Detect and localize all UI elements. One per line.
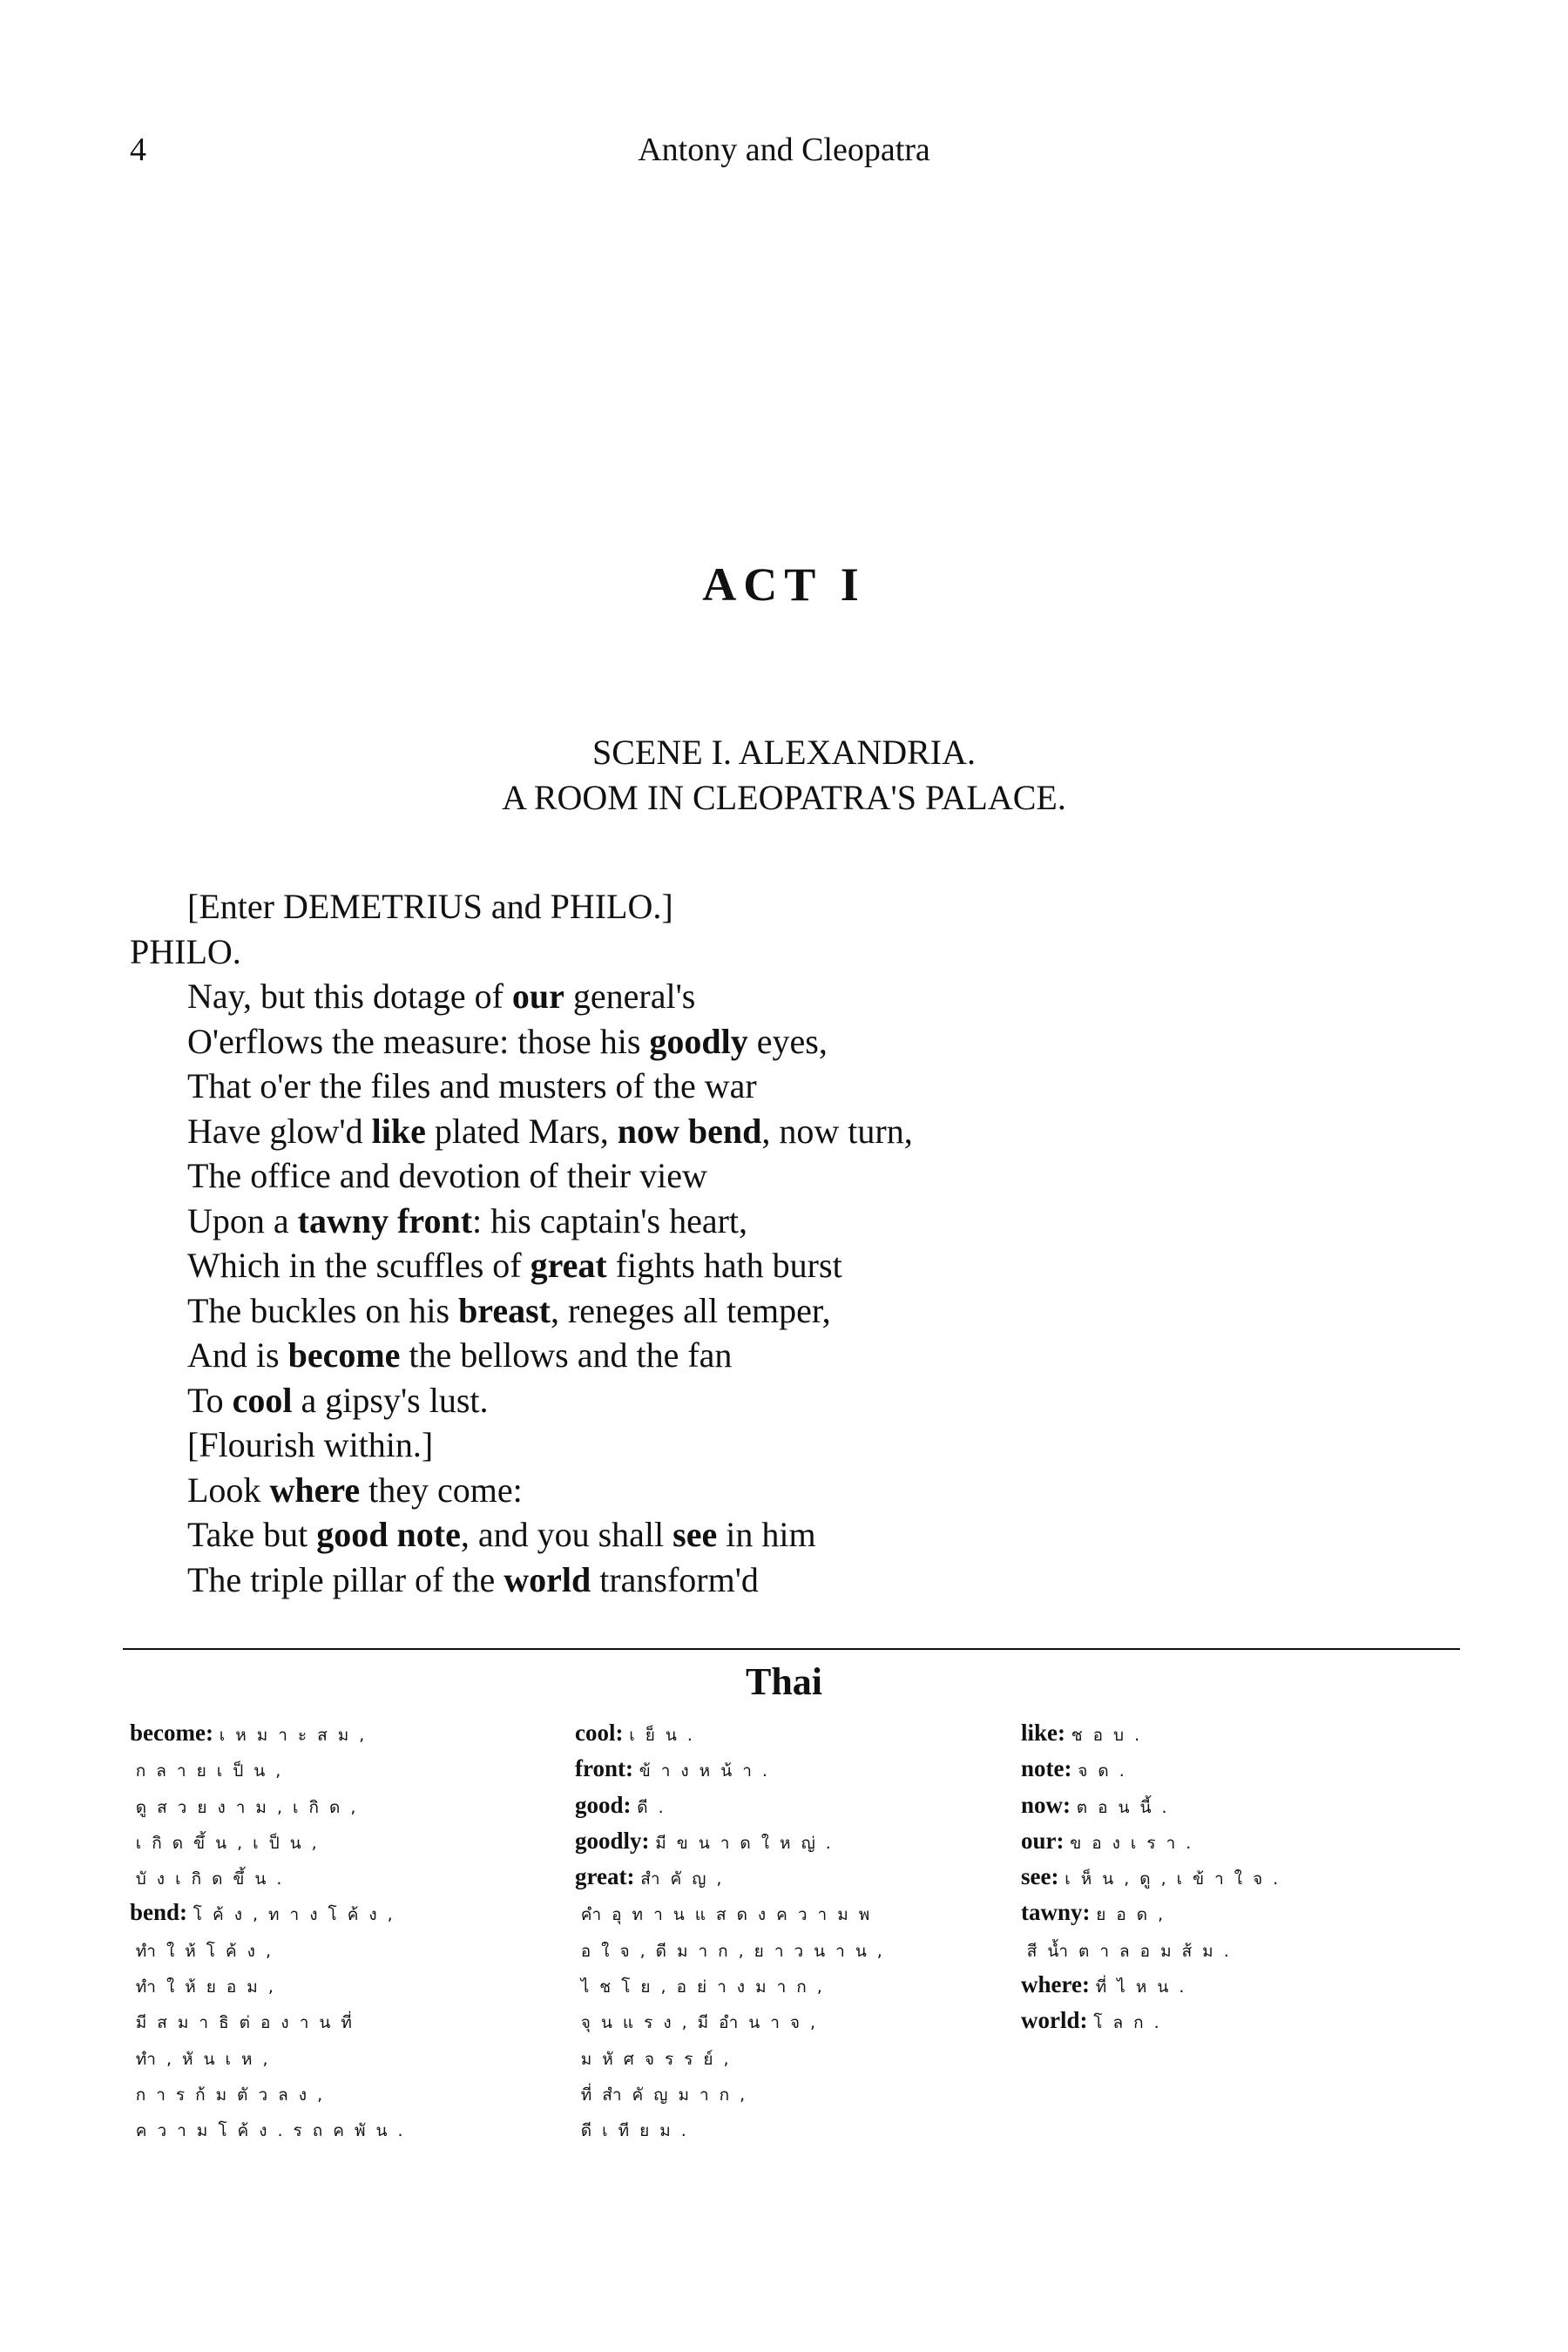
scene-heading <box>0 730 1568 821</box>
glossary-translation: ไชโย,อย่างมาก, <box>580 1977 833 1997</box>
glossary-word: like: <box>1021 1720 1071 1746</box>
act-heading: ACT I <box>702 558 866 611</box>
glossary-entry <box>1021 1716 1288 1752</box>
glossary-translation: ทำให้ยอม, <box>135 1977 284 1997</box>
glossed-word: like <box>371 1111 426 1151</box>
glossary-word: bend: <box>130 1899 193 1926</box>
stage-direction: [Enter DEMETRIUS and PHILO.] <box>187 887 673 926</box>
glossary-translation: กลายเป็น, <box>135 1761 292 1781</box>
glossary-translation: มีสมาธิต่องานที่ <box>135 2013 362 2033</box>
glossary-entry <box>130 2004 414 2039</box>
glossed-word: good note <box>316 1515 461 1554</box>
glossary-translation: เกิดขึ้น,เป็น, <box>135 1833 328 1853</box>
glossary-translation: ตอนนี้. <box>1076 1797 1178 1817</box>
glossary-title: Thai <box>745 1660 823 1703</box>
glossed-word: now bend <box>617 1111 762 1151</box>
glossary-entry <box>1021 1752 1288 1788</box>
glossary-translation: ข้างหน้า. <box>639 1761 778 1781</box>
glossary-translation: มีขนาดใหญ่. <box>655 1833 841 1853</box>
glossary-entry <box>130 2076 414 2112</box>
glossary-entry <box>130 2040 414 2076</box>
glossed-word: where <box>269 1470 361 1510</box>
glossary-translation: โค้ง,ทางโค้ง, <box>193 1905 403 1925</box>
glossary-translation: การก้มตัวลง, <box>135 2085 334 2105</box>
glossary-entry <box>1021 2004 1288 2039</box>
glossary-entry <box>1021 1932 1288 1968</box>
glossary-entry <box>130 1968 414 2004</box>
glossary-word: cool: <box>575 1720 630 1746</box>
glossary-word: now: <box>1021 1791 1077 1818</box>
glossary-translation: จุนแรง,มีอำนาจ, <box>580 2013 827 2033</box>
glossary-entry <box>130 1896 414 1931</box>
glossary-entry <box>575 1716 893 1752</box>
glossary-translation: ทำให้โค้ง, <box>135 1941 281 1961</box>
glossary-word: goodly: <box>575 1827 656 1854</box>
glossed-word: become <box>287 1335 401 1375</box>
glossary-column-3 <box>1021 1716 1288 2040</box>
glossary-translation: มหัศจรรย์, <box>580 2049 740 2069</box>
glossary-translation: คำอุทานแสดงความพ <box>580 1905 881 1925</box>
glossed-word: see <box>672 1515 718 1554</box>
glossary-entry <box>575 1860 893 1896</box>
stage-direction: [Flourish within.] <box>187 1425 434 1464</box>
glossary-word: good: <box>575 1791 638 1818</box>
glossed-word: breast <box>458 1290 551 1330</box>
page-number: 4 <box>130 132 146 168</box>
verse-line: And is become the bellows and the fan <box>187 1335 733 1375</box>
glossary-translation: ชอบ. <box>1071 1726 1151 1745</box>
glossary-entry <box>1021 1968 1288 2004</box>
glossary-entry <box>575 2004 893 2039</box>
glossary-translation: เหมาะสม, <box>219 1726 375 1745</box>
glossary-entry <box>575 1896 893 1931</box>
glossary-translation: ที่สำคัญมาก, <box>580 2085 756 2105</box>
glossary-translation: ทำ,หันเห, <box>135 2049 279 2069</box>
glossary-entry <box>575 2112 893 2147</box>
verse-line: Upon a tawny front: his captain's heart, <box>187 1200 748 1240</box>
glossed-word: cool <box>232 1380 293 1420</box>
glossary-entry <box>1021 1860 1288 1896</box>
glossary-translation: จด. <box>1078 1761 1135 1781</box>
glossary-word: note: <box>1021 1755 1078 1782</box>
glossary-entry <box>575 1824 893 1860</box>
glossary-word: become: <box>130 1720 220 1746</box>
glossary-word: where: <box>1021 1971 1096 1998</box>
verse-line: The office and devotion of their view <box>187 1156 707 1195</box>
verse-line: Nay, but this dotage of our general's <box>187 977 696 1016</box>
verse-line: To cool a gipsy's lust. <box>187 1380 489 1420</box>
glossary-translation: ยอด, <box>1096 1905 1174 1925</box>
glossary-translation: บังเกิดขึ้น. <box>135 1869 293 1889</box>
glossary-entry <box>575 1752 893 1788</box>
glossary-entry <box>130 1788 414 1824</box>
glossary-translation: ดีเทียม. <box>580 2121 697 2141</box>
glossary-translation: เย็น. <box>629 1726 703 1745</box>
scene-heading-line-1: SCENE I. ALEXANDRIA. <box>592 733 976 772</box>
verse-line: The triple pillar of the world transform'd <box>187 1559 759 1599</box>
footnote-divider <box>123 1648 1460 1650</box>
glossary-entry <box>130 1824 414 1860</box>
glossary-column-2 <box>575 1716 893 2148</box>
glossary-entry <box>130 1752 414 1788</box>
glossed-word: great <box>530 1246 607 1285</box>
glossary-word: great: <box>575 1863 641 1890</box>
glossary-entry <box>575 2040 893 2076</box>
verse-line: Have glow'd like plated Mars, now bend, now turn, <box>187 1111 913 1151</box>
glossary-column-1 <box>130 1716 414 2148</box>
glossary-entry <box>575 1788 893 1824</box>
glossary-entry <box>130 1932 414 1968</box>
glossary-entry <box>1021 1824 1288 1860</box>
glossed-word: tawny front <box>297 1200 473 1240</box>
verse-line: That o'er the files and musters of the war <box>187 1066 757 1105</box>
glossary-word: see: <box>1021 1863 1065 1890</box>
glossary-entry <box>1021 1896 1288 1931</box>
verse-line: Look where they come: <box>187 1470 523 1510</box>
glossary-translation: ที่ไหน. <box>1095 1977 1195 1997</box>
verse-line: O'erflows the measure: those his goodly eyes, <box>187 1021 828 1061</box>
glossary-entry <box>575 1932 893 1968</box>
glossary-translation: ดูสวยงาม,เกิด, <box>135 1797 367 1817</box>
glossary-translation: โลก. <box>1093 2013 1170 2033</box>
glossary-entry <box>130 1716 414 1752</box>
running-title: Antony and Cleopatra <box>638 132 930 168</box>
glossed-word: goodly <box>649 1021 748 1061</box>
play-text <box>130 884 913 1602</box>
glossary-translation: ดี. <box>637 1797 674 1817</box>
glossary-entry <box>130 1860 414 1896</box>
glossary-word: tawny: <box>1021 1899 1097 1926</box>
verse-line: Take but good note, and you shall see in him <box>187 1515 816 1554</box>
glossary-entry <box>130 2112 414 2147</box>
glossary-word: front: <box>575 1755 639 1782</box>
glossary-translation: ความโค้ง.รถคพัน. <box>135 2121 414 2141</box>
verse-line: Which in the scuffles of great fights hath burst <box>187 1246 842 1285</box>
glossed-word: world <box>504 1559 591 1599</box>
glossary-word: our: <box>1021 1827 1071 1854</box>
glossary-entry <box>575 1968 893 2004</box>
glossary-translation: เห็น,ดู,เข้าใจ. <box>1064 1869 1289 1889</box>
scene-heading-line-2: A ROOM IN CLEOPATRA'S PALACE. <box>502 778 1066 817</box>
glossary-word: world: <box>1021 2007 1094 2034</box>
glossary-translation: สีน้ำตาลอมส้ม. <box>1026 1941 1240 1961</box>
glossary-translation: อใจ,ดีมาก,ยาวนาน, <box>580 1941 893 1961</box>
glossary-translation: สำคัญ, <box>640 1869 733 1889</box>
glossed-word: our <box>511 977 564 1016</box>
glossary-entry <box>575 2076 893 2112</box>
speaker-name: PHILO. <box>130 931 241 971</box>
glossary-translation: ของเรา. <box>1070 1833 1202 1853</box>
glossary-entry <box>1021 1788 1288 1824</box>
verse-line: The buckles on his breast, reneges all temper, <box>187 1290 831 1330</box>
